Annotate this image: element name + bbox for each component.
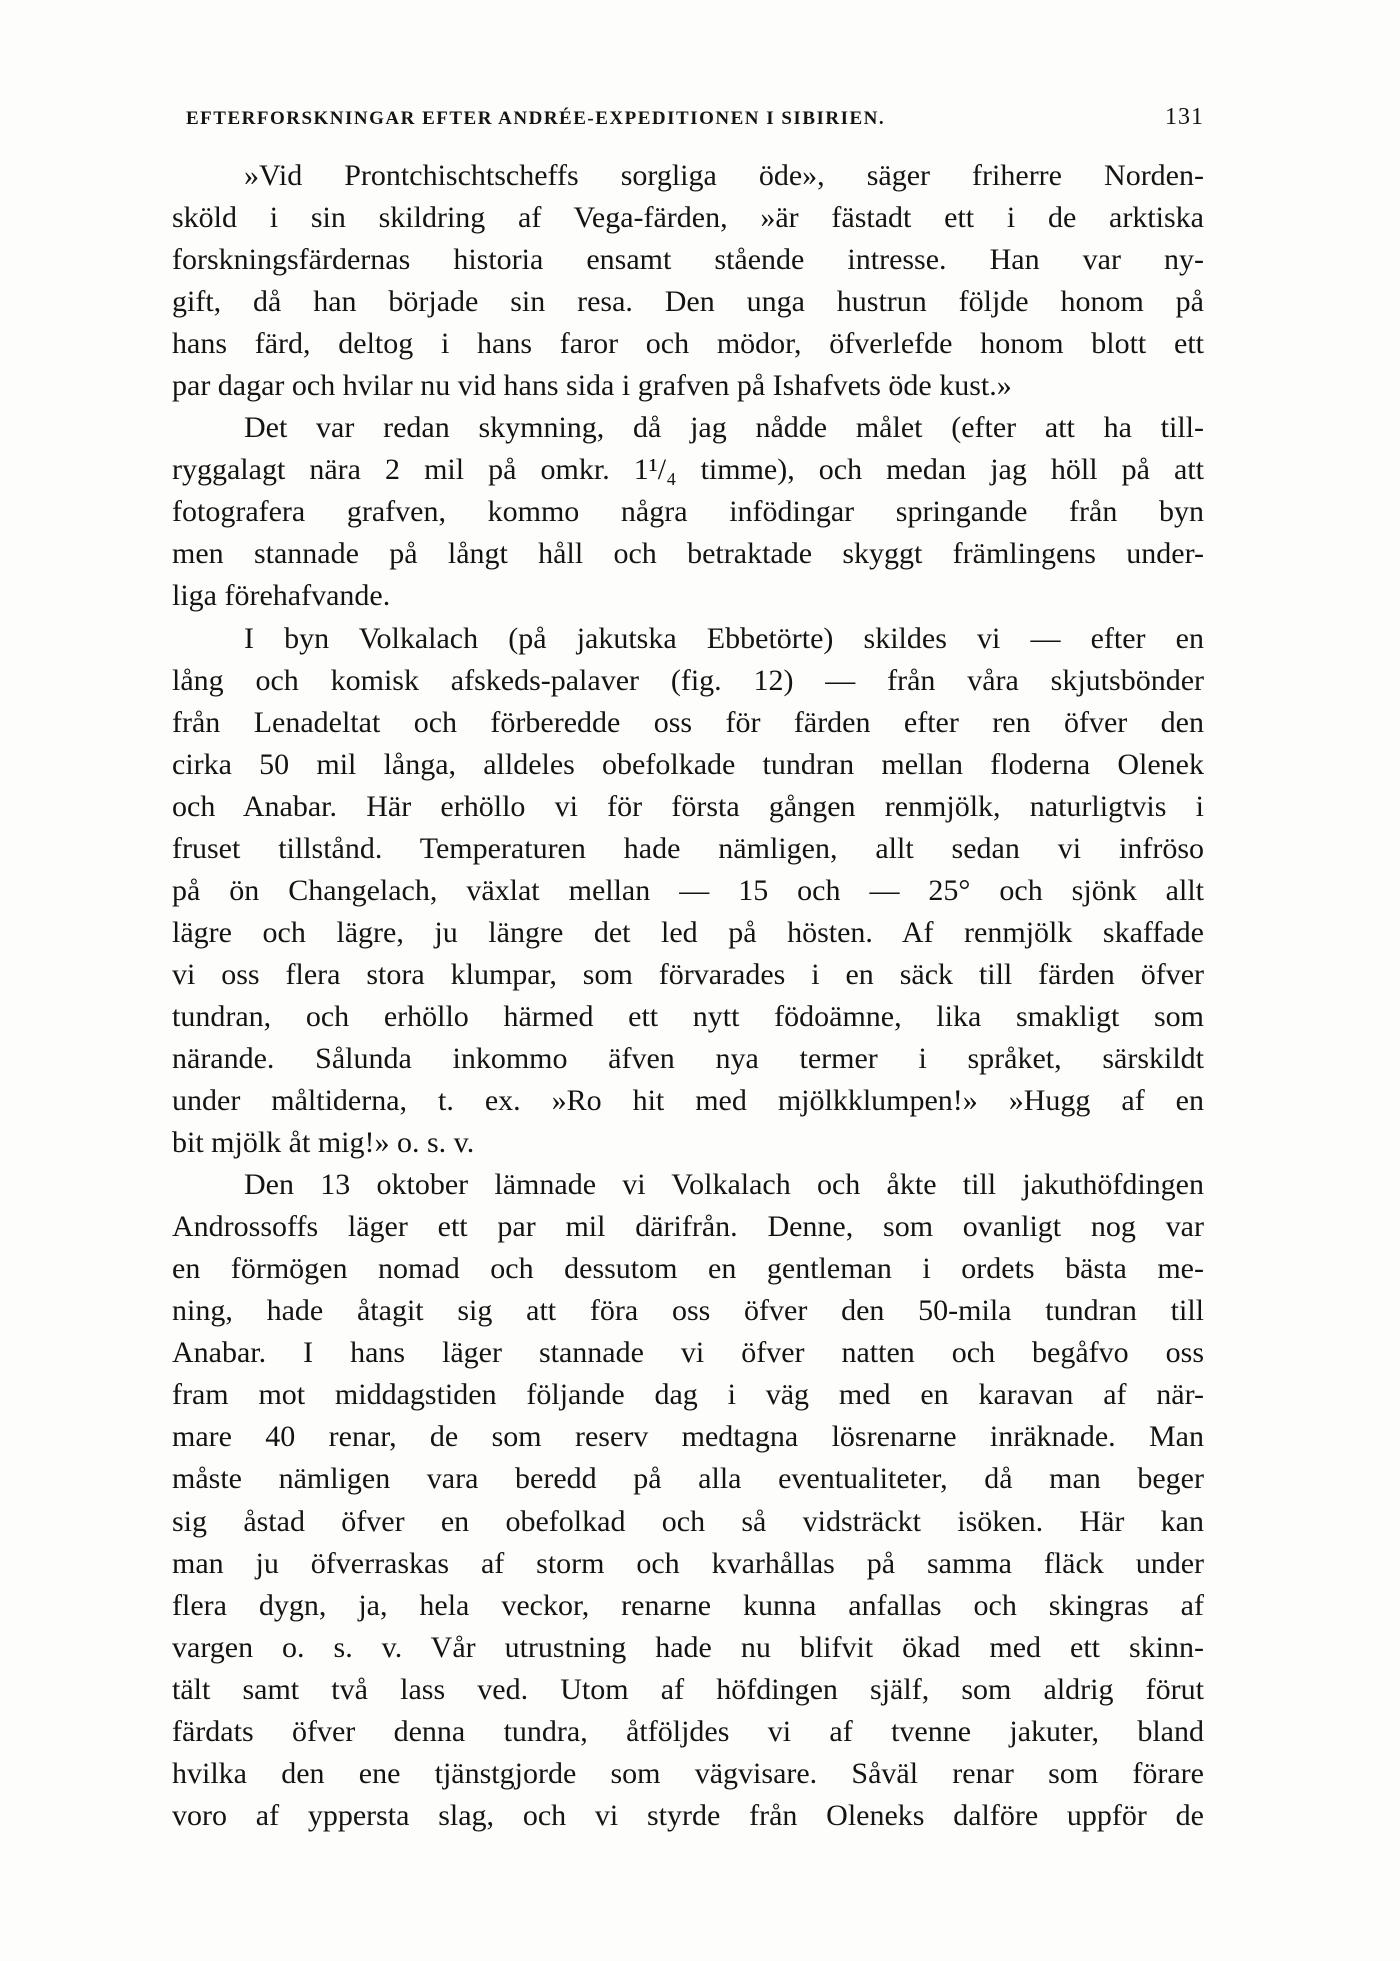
text-line: mare 40 renar, de som reserv medtagna lösrenarne inräknade. Man — [172, 1420, 1204, 1454]
text-line: Anabar. I hans läger stannade vi öfver natten och begåfvo oss — [172, 1336, 1204, 1370]
text-line: lång och komisk afskeds-palaver (fig. 12) — från våra skjutsbönder — [172, 663, 1204, 697]
text-line: vi oss flera stora klumpar, som förvarades i en säck till färden öfver — [172, 957, 1204, 991]
text-line: gift, då han började sin resa. Den unga hustrun följde honom på — [172, 285, 1204, 319]
text-line: I byn Volkalach (på jakutska Ebbetörte) skildes vi — efter en — [244, 621, 1204, 655]
text-line: måste nämligen vara beredd på alla eventualiteter, då man beger — [172, 1462, 1204, 1496]
text-line: tält samt två lass ved. Utom af höfdingen själf, som aldrig förut — [172, 1672, 1204, 1706]
text-line: under måltiderna, t. ex. »Ro hit med mjölkklumpen!» »Hugg af en — [172, 1084, 1204, 1118]
text-line: »Vid Prontchischtscheffs sorgliga öde», säger friherre Norden- — [244, 159, 1204, 192]
text-line: cirka 50 mil långa, alldeles obefolkade tundran mellan floderna Olenek — [172, 747, 1204, 781]
text-line: på ön Changelach, växlat mellan — 15 och — 25° och sjönk allt — [172, 873, 1204, 907]
page-number: 131 — [1165, 104, 1204, 130]
text-line: och Anabar. Här erhöllo vi för första gången renmjölk, naturligtvis i — [172, 789, 1204, 823]
text-line: tundran, och erhöllo härmed ett nytt födoämne, lika smakligt som — [172, 999, 1204, 1033]
text-line: bit mjölk åt mig!» o. s. v. — [172, 1126, 475, 1160]
text-line: hans färd, deltog i hans faror och mödor, öfverlefde honom blott ett — [172, 327, 1204, 361]
running-head — [186, 104, 1204, 134]
text-line: liga förehafvande. — [172, 579, 391, 613]
text-line: från Lenadeltat och förberedde oss för färden efter ren öfver den — [172, 705, 1204, 739]
text-line: man ju öfverraskas af storm och kvarhållas på samma fläck under — [172, 1546, 1204, 1580]
text-line: fruset tillstånd. Temperaturen hade nämligen, allt sedan vi infröso — [172, 831, 1204, 865]
text-line: ning, hade åtagit sig att föra oss öfver den 50-mila tundran till — [172, 1294, 1204, 1328]
text-line: men stannade på långt håll och betraktade skyggt främlingens under- — [172, 537, 1204, 571]
body-text — [172, 155, 1204, 1837]
text-line: Androssoffs läger ett par mil därifrån. Denne, som ovanligt nog var — [172, 1210, 1204, 1244]
text-line: flera dygn, ja, hela veckor, renarne kunna anfallas och skingras af — [172, 1588, 1204, 1622]
text-line: sköld i sin skildring af Vega-färden, »är fästadt ett i de arktiska — [172, 201, 1204, 235]
text-line: närande. Sålunda inkommo äfven nya termer i språket, särskildt — [172, 1041, 1204, 1075]
text-line: hvilka den ene tjänstgjorde som vägvisare. Såväl renar som förare — [172, 1756, 1204, 1790]
text-line: lägre och lägre, ju längre det led på hösten. Af renmjölk skaffade — [172, 915, 1204, 949]
text-line: en förmögen nomad och dessutom en gentleman i ordets bästa me- — [172, 1252, 1204, 1286]
text-line: vargen o. s. v. Vår utrustning hade nu blifvit ökad med ett skinn- — [172, 1630, 1204, 1664]
text-line: färdats öfver denna tundra, åtföljdes vi af tvenne jakuter, bland — [172, 1714, 1204, 1748]
running-head-title: EFTERFORSKNINGAR EFTER ANDRÉE-EXPEDITIONEN I SIBIRIEN. — [186, 108, 886, 129]
text-line: fram mot middagstiden följande dag i väg med en karavan af när- — [172, 1378, 1204, 1412]
text-line: fotografera grafven, kommo några infödingar springande från byn — [172, 495, 1204, 529]
text-line: sig åstad öfver en obefolkad och så vidsträckt isöken. Här kan — [172, 1504, 1204, 1538]
text-line: Det var redan skymning, då jag nådde målet (efter att ha till- — [244, 411, 1204, 445]
text-line: Den 13 oktober lämnade vi Volkalach och åkte till jakuthöfdingen — [244, 1168, 1204, 1202]
text-line: voro af yppersta slag, och vi styrde från Oleneks dalföre uppför de — [172, 1798, 1204, 1832]
text-line: forskningsfärdernas historia ensamt stående intresse. Han var ny- — [172, 243, 1204, 277]
text-line: ryggalagt nära 2 mil på omkr. 1¹/₄ timme), och medan jag höll på att — [172, 453, 1204, 487]
text-line: par dagar och hvilar nu vid hans sida i grafven på Ishafvets öde kust.» — [172, 369, 1012, 403]
